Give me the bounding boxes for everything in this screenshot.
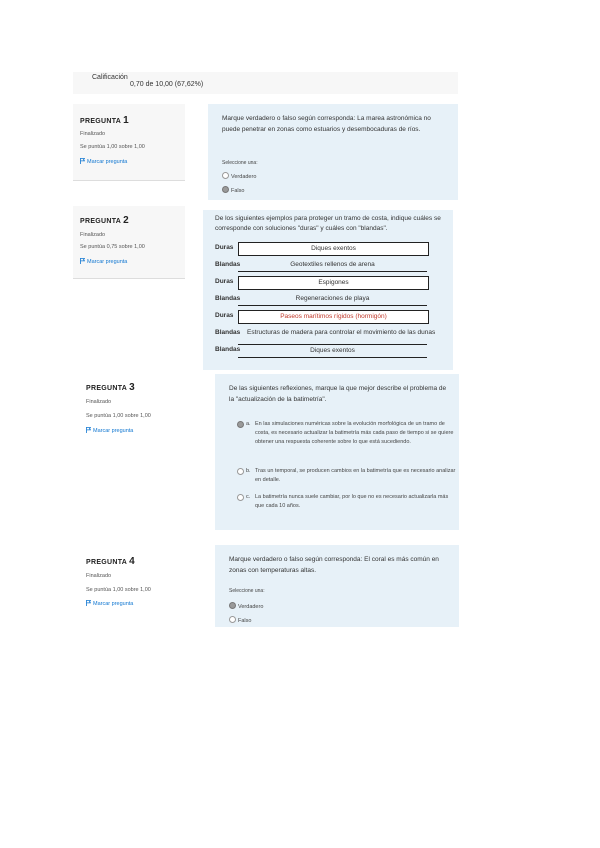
question-3-status: Finalizado [86,399,112,405]
question-4-flag-label: Marcar pregunta [93,601,134,607]
radio-icon[interactable] [237,494,244,501]
match-answer[interactable]: Blandas [215,261,241,268]
question-3-flag-link[interactable] [86,427,133,434]
question-1-title: PREGUNTA 1 [80,115,130,126]
match-answer[interactable]: Blandas [215,346,241,353]
question-4-info [73,548,185,620]
question-1-option-false[interactable]: Falso [222,186,244,194]
flag-icon [80,258,85,264]
question-4-option-true[interactable]: Verdadero [229,602,263,610]
match-item: Geotextiles rellenos de arena [238,259,427,272]
question-1-status: Finalizado [80,131,106,137]
radio-icon[interactable] [237,468,244,475]
question-2-title: PREGUNTA 2 [80,215,130,226]
match-answer[interactable]: Duras [215,278,234,285]
flag-icon [86,600,91,606]
question-2-text: De los siguientes ejemplos para proteger un tramo de costa, indique cuáles se corresponde con soluciones "duras" y cuáles con "blandas". [215,215,441,232]
question-1-info [73,104,185,181]
question-2-flag-label: Marcar pregunta [87,259,128,265]
radio-selected-icon[interactable] [229,602,236,609]
match-answer[interactable]: Duras [215,244,234,251]
grade-value: 0,70 de 10,00 (67,62%) [130,81,204,88]
question-4-option-false[interactable]: Falso [229,616,251,624]
question-4-content [215,545,459,627]
question-1-flag-label: Marcar pregunta [87,159,128,165]
question-1-text: Marque verdadero o falso según corresponda: La marea astronómica no puede penetrar en zonas como estuarios y desembocaduras de ríos. [222,115,431,133]
radio-icon[interactable] [222,172,229,179]
match-item: Diques exentos [238,344,427,358]
match-item: Espigones [238,276,429,290]
match-answer[interactable]: Duras [215,312,234,319]
question-4-status: Finalizado [86,573,112,579]
match-item: Estructuras de madera para controlar el movimiento de las dunas [247,329,436,336]
question-3-option-c[interactable]: c. La batimetría nunca suele cambiar, por lo que no es necesario actualizarla más que cada 10 años. [237,493,457,513]
flag-icon [80,158,85,164]
grade-label: Calificación [92,74,128,81]
match-answer[interactable]: Blandas [215,295,241,302]
question-3-title: PREGUNTA 3 [86,382,136,393]
question-4-flag-link[interactable] [86,600,133,607]
question-1-option-true[interactable]: Verdadero [222,172,256,180]
question-2-status: Finalizado [80,232,106,238]
radio-icon[interactable] [229,616,236,623]
question-3-info [73,373,185,443]
radio-selected-icon[interactable] [237,421,244,428]
question-4-score: Se puntúa 1,00 sobre 1,00 [86,587,151,593]
match-item: Paseos marítimos rígidos (hormigón) [238,310,429,324]
match-item: Regeneraciones de playa [238,293,427,306]
question-4-text: Marque verdadero o falso según corresponda: El coral es más común en zonas con temperaturas altas. [229,556,439,574]
question-3-text: De las siguientes reflexiones, marque la que mejor describe el problema de la "actualización de la batimetría". [229,385,447,403]
question-4-title: PREGUNTA 4 [86,556,136,567]
radio-selected-icon[interactable] [222,186,229,193]
question-3-content [215,374,459,530]
question-4-select-label: Seleccione una: [229,588,265,594]
question-3-score: Se puntúa 1,00 sobre 1,00 [86,413,151,419]
question-3-option-b[interactable]: b. Tras un temporal, se producen cambios en la batimetría que es necesario analizar en detalle. [237,467,457,487]
question-1-score: Se puntúa 1,00 sobre 1,00 [80,144,145,150]
question-3-option-a[interactable]: a. En las simulaciones numéricas sobre la evolución morfológica de un tramo de costa, es necesario actualizar la batimetría más cada paso de tiempo si se quiere obtener una respuesta coherente sobre lo que está sucediendo. [237,420,457,460]
match-answer[interactable]: Blandas [215,329,241,336]
question-2-flag-link[interactable] [80,258,127,265]
question-3-flag-label: Marcar pregunta [93,428,134,434]
question-1-content [208,104,458,200]
question-1-select-label: Seleccione una: [222,160,258,166]
question-1-flag-link[interactable] [80,158,127,165]
flag-icon [86,427,91,433]
question-2-info [73,206,185,279]
question-2-score: Se puntúa 0,75 sobre 1,00 [80,244,145,250]
match-item: Diques exentos [238,242,429,256]
